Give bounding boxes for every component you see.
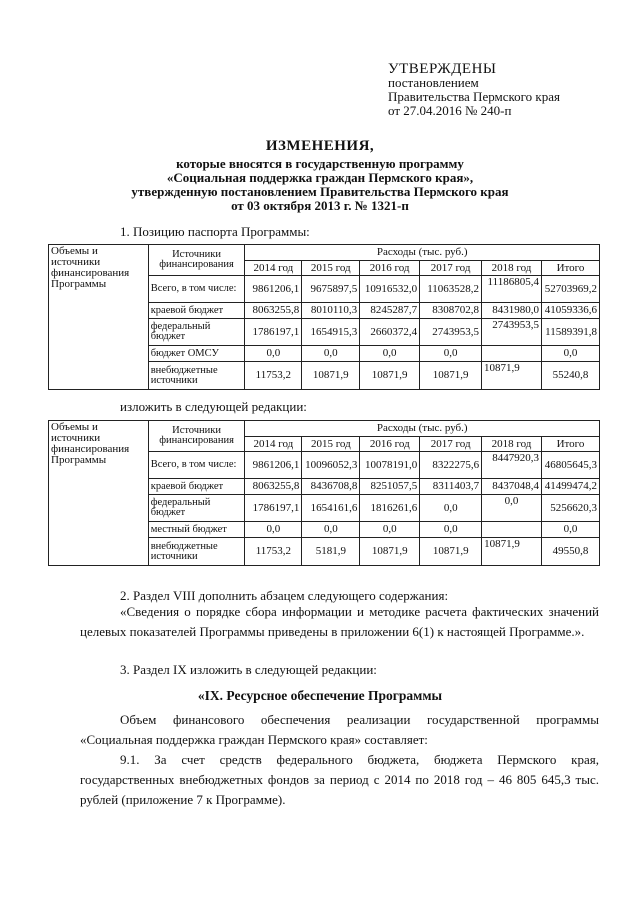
value-cell: 2743953,5	[482, 319, 542, 346]
subtitle-line3: утвержденную постановлением Правительства Пермского края	[131, 184, 509, 199]
quote-paragraph: «Сведения о порядке сбора информации и методике расчета фактических значений целевых показателей Программы приведены в приложении 6(1) к настоящей Программе.».	[80, 604, 599, 639]
value-cell: 8431980,0	[482, 303, 542, 319]
funding-table-new	[48, 420, 600, 566]
value-cell: 0,0	[420, 346, 482, 362]
statement: изложить в следующей редакции:	[120, 399, 307, 414]
value-cell: 10871,9	[302, 362, 360, 390]
source-label: краевой бюджет	[148, 479, 245, 495]
value-cell: 1786197,1	[245, 319, 302, 346]
value-cell: 10871,9	[482, 362, 542, 390]
subtitle-line4: от 03 октября 2013 г. № 1321-п	[231, 198, 409, 213]
source-label: федеральный бюджет	[148, 319, 245, 346]
value-cell: 8245287,7	[360, 303, 420, 319]
value-cell: 9861206,1	[245, 276, 302, 303]
year-header: 2018 год	[482, 437, 542, 452]
value-cell: 8437048,4	[482, 479, 542, 495]
value-cell: 5256620,3	[541, 495, 599, 522]
rowhead-cell: Объемы и источники финансирования Программы	[49, 245, 149, 390]
item-1: 1. Позицию паспорта Программы:	[120, 224, 310, 239]
value-cell: 0,0	[245, 522, 302, 538]
approved-title: УТВЕРЖДЕНЫ	[388, 61, 497, 77]
value-cell: 0,0	[302, 346, 360, 362]
rowhead-cell: Объемы и источники финансирования Программы	[49, 421, 149, 566]
year-header: 2018 год	[482, 261, 542, 276]
value-cell: 11063528,2	[420, 276, 482, 303]
source-header: Источники финансирования	[148, 245, 245, 276]
value-cell: 8063255,8	[245, 303, 302, 319]
volume-paragraph: Объем финансового обеспечения реализации государственной программы «Социальная поддержка граждан Пермского края» составляет:	[80, 712, 599, 747]
funding-table-old	[48, 244, 600, 390]
value-cell: 52703969,2	[541, 276, 599, 303]
year-header: 2014 год	[245, 261, 302, 276]
year-header: 2017 год	[420, 261, 482, 276]
value-cell: 10871,9	[360, 362, 420, 390]
value-cell: 10916532,0	[360, 276, 420, 303]
value-cell: 8251057,5	[360, 479, 420, 495]
value-cell: 8063255,8	[245, 479, 302, 495]
value-cell	[482, 346, 542, 362]
subtitle-line2: «Социальная поддержка граждан Пермского края»,	[166, 170, 474, 185]
value-cell: 2660372,4	[360, 319, 420, 346]
value-cell: 10871,9	[482, 538, 542, 566]
value-cell: 10871,9	[360, 538, 420, 566]
source-label: краевой бюджет	[148, 303, 245, 319]
item-2: 2. Раздел VIII дополнить абзацем следующего содержания:	[120, 588, 449, 603]
value-cell: 1654915,3	[302, 319, 360, 346]
value-cell: 9675897,5	[302, 276, 360, 303]
value-cell: 8311403,7	[420, 479, 482, 495]
value-cell: 10078191,0	[360, 452, 420, 479]
value-cell: 11753,2	[245, 362, 302, 390]
total-header: Итого	[541, 261, 599, 276]
item-3: 3. Раздел IX изложить в следующей редакции:	[120, 662, 377, 677]
approved-line3: от 27.04.2016 № 240-п	[388, 103, 512, 118]
value-cell: 8436708,8	[302, 479, 360, 495]
value-cell: 1786197,1	[245, 495, 302, 522]
value-cell: 41059336,6	[541, 303, 599, 319]
source-label: местный бюджет	[148, 522, 245, 538]
value-cell: 0,0	[482, 495, 542, 522]
value-cell: 11589391,8	[541, 319, 599, 346]
value-cell: 10096052,3	[302, 452, 360, 479]
approval-stamp	[388, 62, 560, 118]
approved-line1: постановлением	[388, 75, 479, 90]
year-header: 2016 год	[360, 437, 420, 452]
value-cell: 0,0	[420, 495, 482, 522]
value-cell: 0,0	[541, 522, 599, 538]
year-header: 2017 год	[420, 437, 482, 452]
source-label: внебюджетные источники	[148, 538, 245, 566]
value-cell: 2743953,5	[420, 319, 482, 346]
source-label: бюджет ОМСУ	[148, 346, 245, 362]
value-cell: 55240,8	[541, 362, 599, 390]
expenses-header: Расходы (тыс. руб.)	[245, 421, 600, 437]
expenses-header: Расходы (тыс. руб.)	[245, 245, 600, 261]
year-header: 2016 год	[360, 261, 420, 276]
value-cell: 0,0	[420, 522, 482, 538]
source-header: Источники финансирования	[148, 421, 245, 452]
document-subtitle	[0, 157, 640, 213]
source-label: федеральный бюджет	[148, 495, 245, 522]
value-cell: 46805645,3	[541, 452, 599, 479]
value-cell: 0,0	[360, 522, 420, 538]
value-cell: 11753,2	[245, 538, 302, 566]
section-title: «IX. Ресурсное обеспечение Программы	[197, 688, 443, 703]
value-cell: 41499474,2	[541, 479, 599, 495]
value-cell: 8308702,8	[420, 303, 482, 319]
document-title: ИЗМЕНЕНИЯ,	[265, 138, 375, 154]
value-cell: 8010110,3	[302, 303, 360, 319]
source-label: внебюджетные источники	[148, 362, 245, 390]
value-cell: 9861206,1	[245, 452, 302, 479]
value-cell: 8447920,3	[482, 452, 542, 479]
value-cell: 5181,9	[302, 538, 360, 566]
value-cell: 10871,9	[420, 362, 482, 390]
value-cell	[482, 522, 542, 538]
value-cell: 1816261,6	[360, 495, 420, 522]
source-label: Всего, в том числе:	[148, 276, 245, 303]
value-cell: 49550,8	[541, 538, 599, 566]
value-cell: 1654161,6	[302, 495, 360, 522]
value-cell: 0,0	[302, 522, 360, 538]
value-cell: 11186805,4	[482, 276, 542, 303]
approved-line2: Правительства Пермского края	[388, 89, 560, 104]
subtitle-line1: которые вносятся в государственную программу	[176, 156, 464, 171]
year-header: 2015 год	[302, 437, 360, 452]
value-cell: 0,0	[541, 346, 599, 362]
value-cell: 0,0	[360, 346, 420, 362]
value-cell: 10871,9	[420, 538, 482, 566]
paragraph-9-1: 9.1. За счет средств федерального бюджета, бюджета Пермского края, государственных внебюджетных фондов за период с 2014 по 2018 год – 46 805 645,3 тыс. рублей (приложение 7 к Программе).	[80, 752, 599, 807]
value-cell: 8322275,6	[420, 452, 482, 479]
total-header: Итого	[541, 437, 599, 452]
value-cell: 0,0	[245, 346, 302, 362]
source-label: Всего, в том числе:	[148, 452, 245, 479]
year-header: 2014 год	[245, 437, 302, 452]
year-header: 2015 год	[302, 261, 360, 276]
